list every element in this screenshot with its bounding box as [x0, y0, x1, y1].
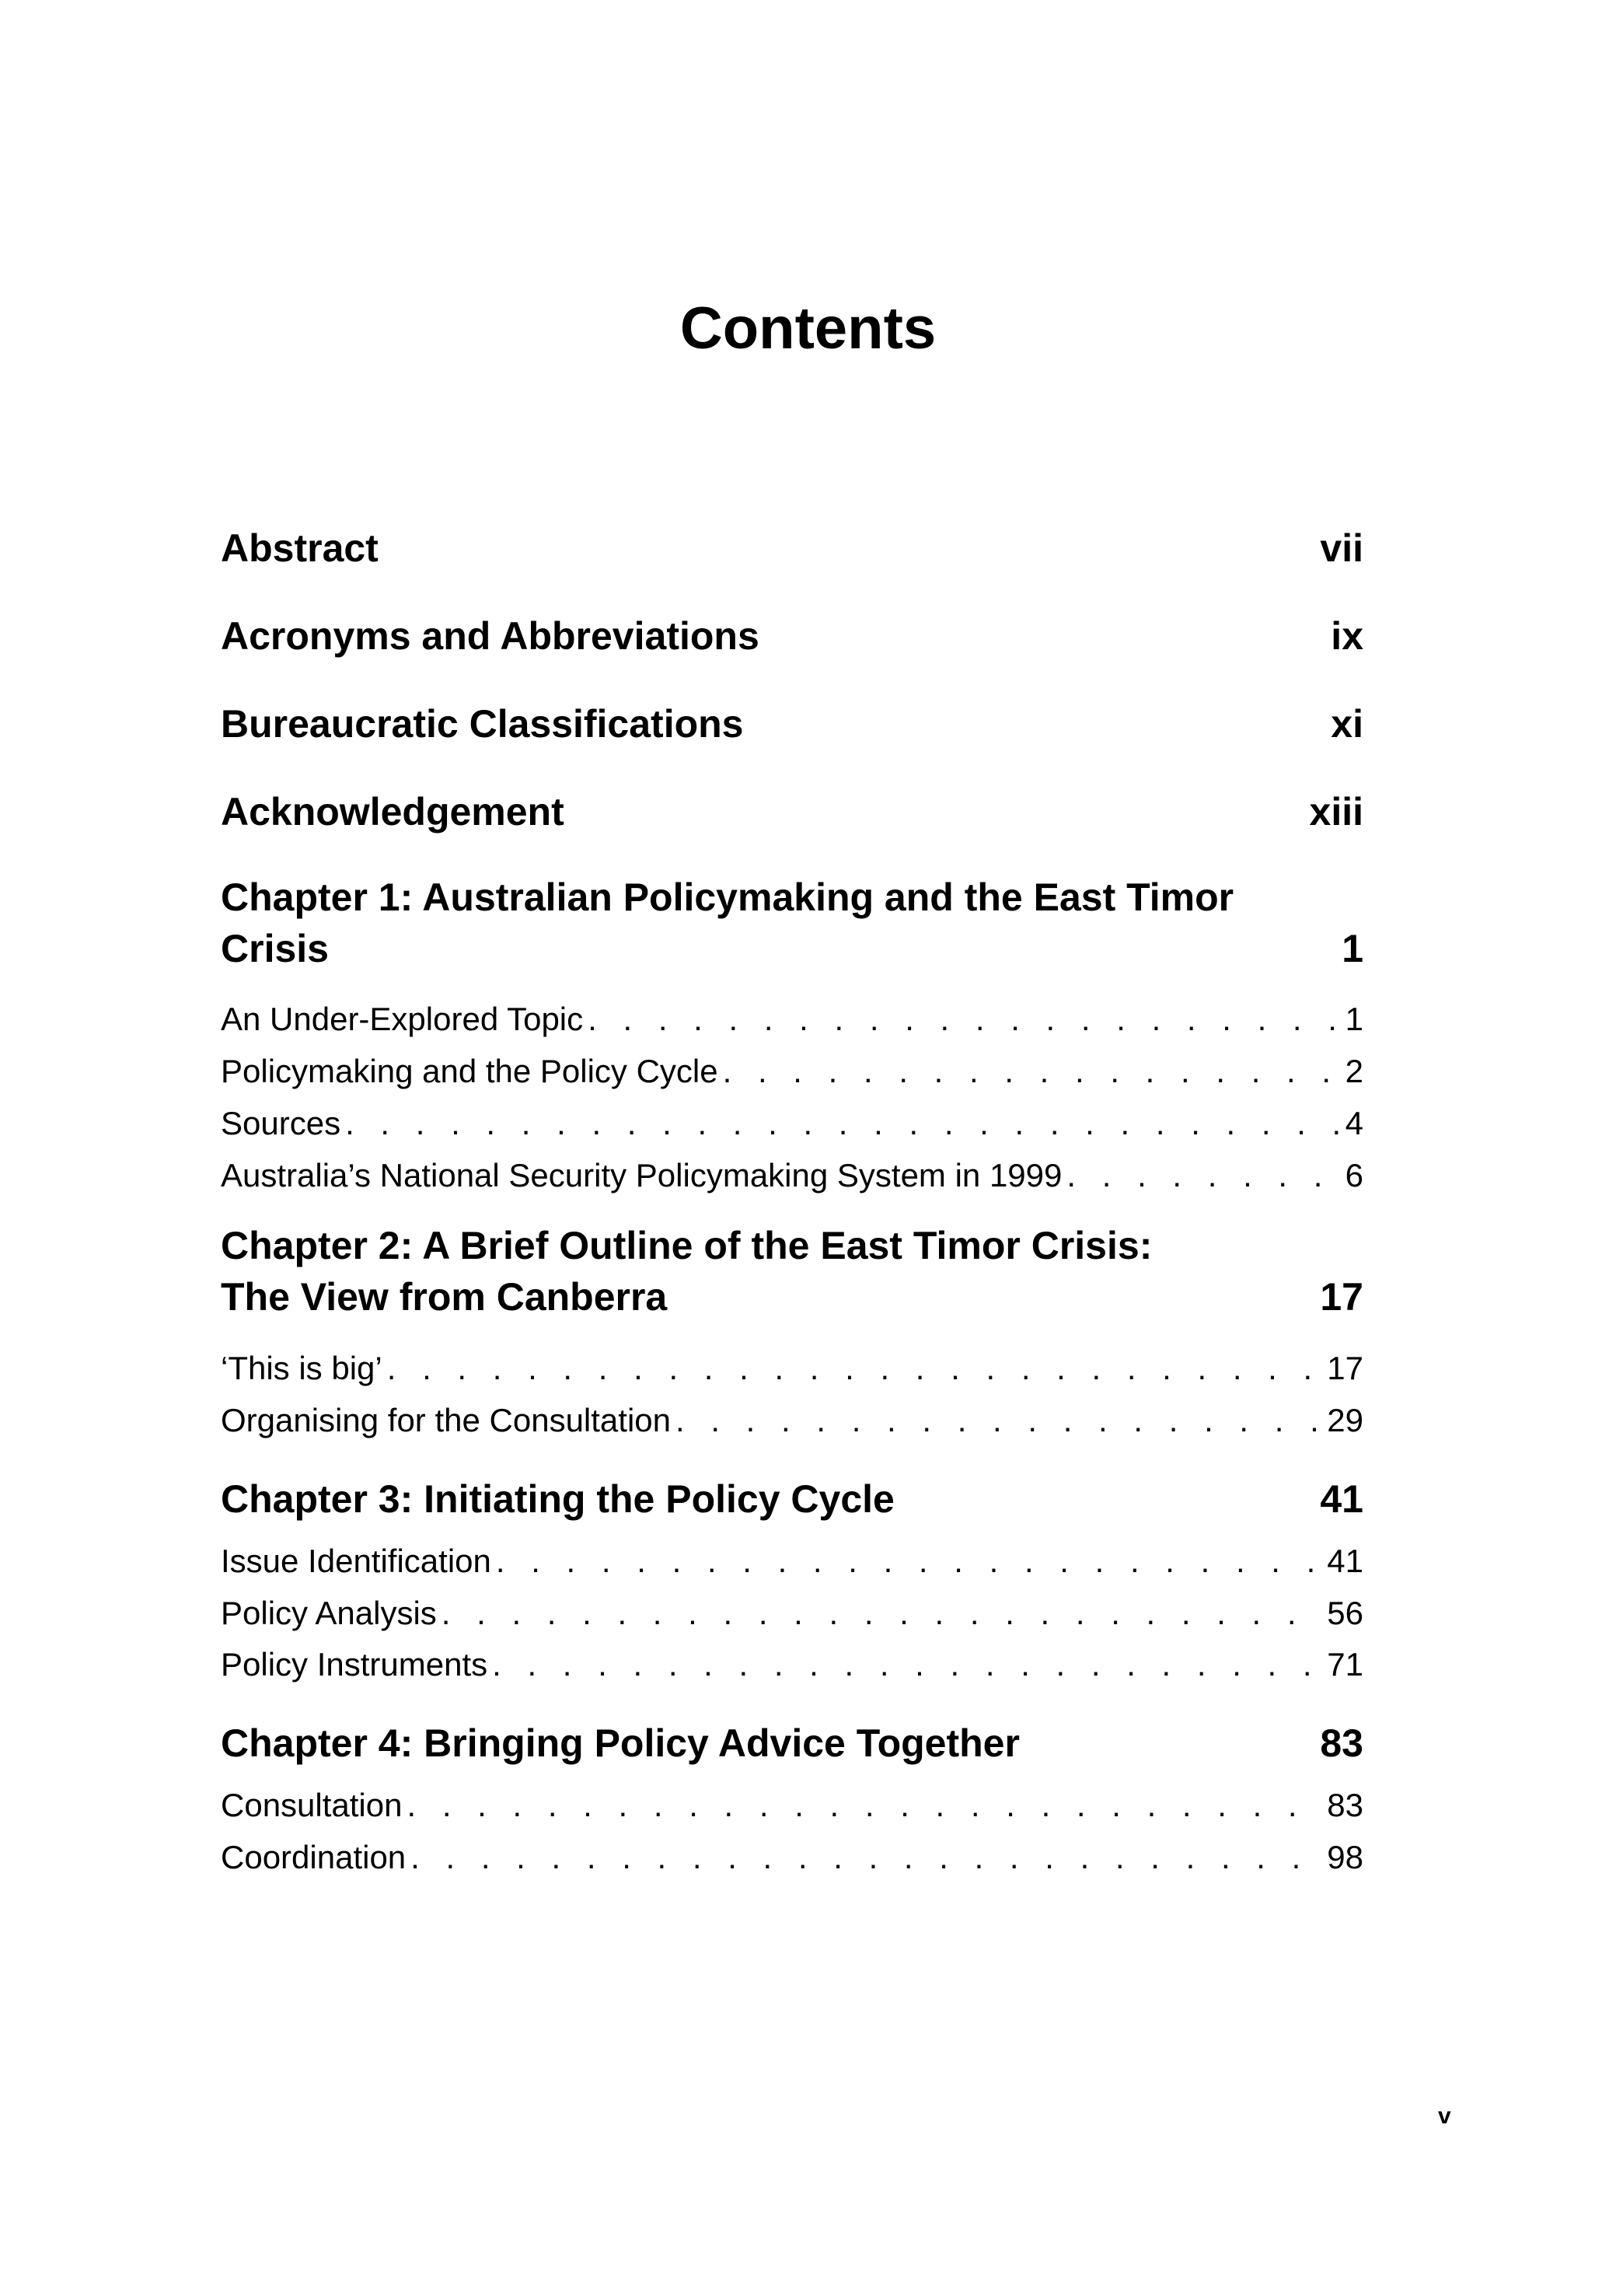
- section-page: 2: [1345, 1053, 1363, 1089]
- section-page: 1: [1345, 1001, 1363, 1037]
- section-page: 71: [1327, 1646, 1363, 1683]
- dot-leader: [345, 1107, 1341, 1140]
- section-page: 41: [1327, 1543, 1363, 1579]
- chapter-title-line1: Chapter 2: A Brief Outline of the East Timor Crisis:: [221, 1224, 1153, 1267]
- section-label: Australia’s National Security Policymaking System in 1999: [221, 1157, 1063, 1193]
- chapter-title-line2: The View from Canberra: [221, 1275, 668, 1319]
- toc-entry-label: Acknowledgement: [221, 790, 564, 833]
- dot-leader: [723, 1055, 1341, 1088]
- chapter-3-heading[interactable]: [221, 1477, 1363, 1521]
- section-page: 56: [1327, 1595, 1363, 1631]
- toc-entry-label: Abstract: [221, 526, 379, 570]
- section-label: ‘This is big’: [221, 1350, 382, 1386]
- section-label: Sources: [221, 1105, 341, 1141]
- toc-entry-page: vii: [1320, 526, 1363, 570]
- page-title: Contents: [679, 295, 937, 362]
- toc-entry-page: ix: [1331, 614, 1363, 658]
- dot-leader: [442, 1597, 1323, 1630]
- chapter-1-heading[interactable]: [221, 872, 1363, 974]
- toc-section-entry[interactable]: [221, 1107, 1363, 1140]
- section-label: Organising for the Consultation: [221, 1402, 671, 1438]
- dot-leader: [496, 1545, 1322, 1578]
- toc-section-entry[interactable]: [221, 1597, 1363, 1630]
- toc-entry-label: Acronyms and Abbreviations: [221, 614, 759, 658]
- dot-leader: [410, 1841, 1322, 1874]
- section-label: Policymaking and the Policy Cycle: [221, 1053, 718, 1089]
- toc-entry-page: xiii: [1309, 790, 1363, 833]
- chapter-page: 41: [1320, 1477, 1363, 1521]
- chapter-4-heading[interactable]: [221, 1721, 1363, 1765]
- toc-section-entry[interactable]: [221, 1789, 1363, 1822]
- chapter-page: 83: [1320, 1721, 1363, 1765]
- dot-leader: [588, 1003, 1340, 1036]
- toc-section-entry[interactable]: [221, 1404, 1363, 1437]
- section-label: Issue Identification: [221, 1543, 491, 1579]
- section-page: 6: [1345, 1157, 1363, 1193]
- chapter-title: Chapter 4: Bringing Policy Advice Together: [221, 1721, 1020, 1765]
- dot-leader: [387, 1352, 1323, 1385]
- section-label: Consultation: [221, 1787, 403, 1823]
- dot-leader: [675, 1404, 1322, 1437]
- toc-section-entry[interactable]: [221, 1055, 1363, 1088]
- section-page: 4: [1345, 1105, 1363, 1141]
- toc-entry-abstract[interactable]: [221, 526, 1363, 570]
- section-label: An Under-Explored Topic: [221, 1001, 584, 1037]
- toc-entry-label: Bureaucratic Classifications: [221, 702, 744, 746]
- section-label: Coordination: [221, 1839, 407, 1875]
- toc-section-entry[interactable]: [221, 1159, 1363, 1192]
- toc-entry-classifications[interactable]: [221, 702, 1363, 746]
- toc-entry-page: xi: [1331, 702, 1363, 746]
- section-page: 17: [1327, 1350, 1363, 1386]
- section-page: 98: [1327, 1839, 1363, 1875]
- chapter-page: 1: [1342, 927, 1363, 970]
- toc-section-entry[interactable]: [221, 1841, 1363, 1874]
- chapter-title-line2: Crisis: [221, 927, 329, 970]
- toc-section-entry[interactable]: [221, 1352, 1363, 1385]
- dot-leader: [407, 1789, 1322, 1822]
- toc-section-entry[interactable]: [221, 1648, 1363, 1681]
- toc-section-entry[interactable]: [221, 1003, 1363, 1036]
- chapter-page: 17: [1320, 1275, 1363, 1319]
- section-label: Policy Instruments: [221, 1646, 488, 1683]
- section-label: Policy Analysis: [221, 1595, 437, 1631]
- section-page: 29: [1327, 1402, 1363, 1438]
- dot-leader: [1066, 1159, 1340, 1192]
- toc-section-entry[interactable]: [221, 1545, 1363, 1578]
- dot-leader: [492, 1648, 1322, 1681]
- chapter-title: Chapter 3: Initiating the Policy Cycle: [221, 1477, 895, 1521]
- section-page: 83: [1327, 1787, 1363, 1823]
- chapter-title-line1: Chapter 1: Australian Policymaking and the East Timor: [221, 875, 1234, 919]
- toc-entry-acknowledgement[interactable]: [221, 792, 1363, 831]
- toc-entry-acronyms[interactable]: [221, 614, 1363, 658]
- chapter-2-heading[interactable]: [221, 1220, 1363, 1323]
- page-number: v: [1438, 2103, 1451, 2129]
